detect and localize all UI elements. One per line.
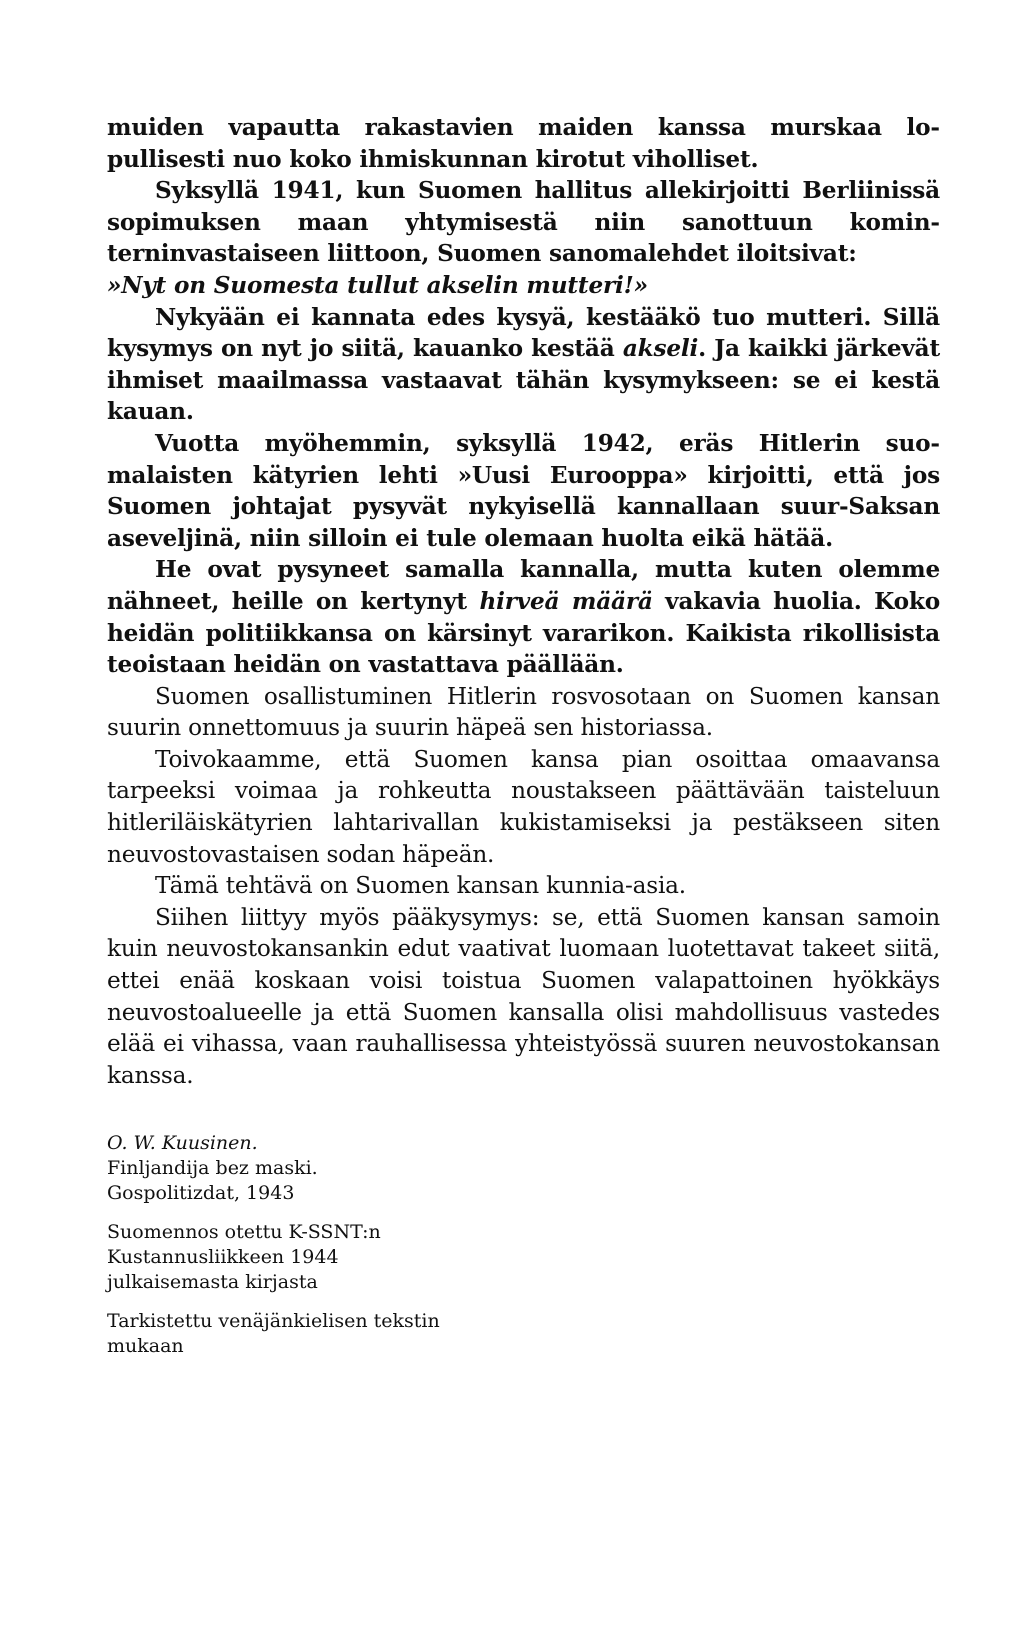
translation-note	[107, 1220, 940, 1295]
article-body	[107, 112, 940, 1091]
paragraph-text: . Ja kaikki järkevät ihmiset maailmassa vastaavat tähän kysymykseen: se ei kestä kauan.	[107, 335, 940, 426]
translation-note-line: julkaisemasta kirjasta	[107, 1271, 318, 1294]
paragraph	[107, 270, 940, 302]
paragraph-text: Toivokaamme, että Suomen kansa pian osoittaa omaavansa tarpeeksi voimaa ja rohkeutta noustakseen päättävään taisteluun hitleriläiskätyrien lahtarivallan kukistamiseksi ja pestäkseen siten neuvostovastaisen sodan häpeän.	[107, 745, 940, 868]
paragraph-text: vakavia huolia. Koko heidän politiikkansa on kärsinyt vararikon. Kaikista rikollisista teoistaan heidän on vastattava päällään.	[107, 587, 940, 679]
translation-note-line: Kustannusliikkeen 1944	[107, 1246, 339, 1269]
paragraph	[107, 554, 940, 680]
paragraph	[107, 744, 940, 870]
emphasis-text: hirveä määrä	[479, 587, 653, 615]
paragraph	[107, 175, 940, 270]
author-name: O. W. Kuusinen.	[107, 1132, 258, 1155]
translation-note-line: Suomennos otettu K-SSNT:n	[107, 1221, 381, 1244]
paragraph-text: Tämä tehtävä on Suomen kansan kunnia-asia.	[155, 872, 686, 900]
colophon	[107, 1131, 940, 1359]
paragraph-text: Suomen osallistuminen Hitlerin rosvosotaan on Suomen kansan suurin onnettomuus ja suurin häpeä sen historiassa.	[107, 682, 940, 742]
paragraph-text: Nykyään ei kannata edes kysyä, kestääkö tuo mutteri. Sillä kysymys on nyt jo siitä, kauanko kestää	[107, 303, 940, 363]
paragraph	[107, 870, 940, 902]
paragraph-text: Siihen liittyy myös pääkysymys: se, että Suomen kansan samoin kuin neuvostokansankin edut vaativat luomaan luotettavat takeet siitä, ettei enää koskaan voisi toistua Suomen valapattoinen hyökkäys neuvostoalueelle ja että Suomen kansalla olisi mahdollisuus vastedes elää ei vihassa, vaan rauhallisessa yhteistyössä suuren neuvostokansan kanssa.	[107, 903, 940, 1089]
publisher: Gospolitizdat, 1943	[107, 1182, 295, 1205]
verification-note	[107, 1309, 940, 1359]
emphasis-text: »Nyt on Suomesta tullut akselin mutteri!»	[107, 271, 648, 299]
paragraph	[107, 681, 940, 744]
verification-note-line: mukaan	[107, 1335, 184, 1358]
paragraph-text: Syksyllä 1941, kun Suomen hallitus allekirjoitti Berliinissä sopimuksen maan yhtymisestä niin sanottuun kominterninvastaiseen liittoon, Suomen sanomalehdet iloitsivat:	[107, 177, 940, 268]
paragraph	[107, 428, 940, 554]
paragraph	[107, 112, 940, 175]
paragraph	[107, 302, 940, 428]
source-citation	[107, 1131, 940, 1206]
paragraph-text: muiden vapautta rakastavien maiden kanssa murskaa lopullisesti nuo koko ihmiskunnan kirotut viholliset.	[107, 114, 940, 173]
paragraph	[107, 902, 940, 1092]
paragraph-text: Vuotta myöhemmin, syksyllä 1942, eräs Hitlerin suomalaisten kätyrien lehti »Uusi Eurooppa» kirjoitti, että jos Suomen johtajat pysyvät nykyisellä kannallaan suur-Saksan aseveljinä, niin silloin ei tule olemaan huolta eikä hätää.	[107, 429, 940, 552]
book-title: Finljandija bez maski.	[107, 1157, 318, 1180]
paragraph-text: He ovat pysyneet samalla kannalla, mutta kuten olemme nähneet, heille on kertynyt	[107, 556, 940, 615]
emphasis-text: akseli	[622, 335, 699, 363]
verification-note-line: Tarkistettu venäjänkielisen tekstin	[107, 1310, 440, 1333]
